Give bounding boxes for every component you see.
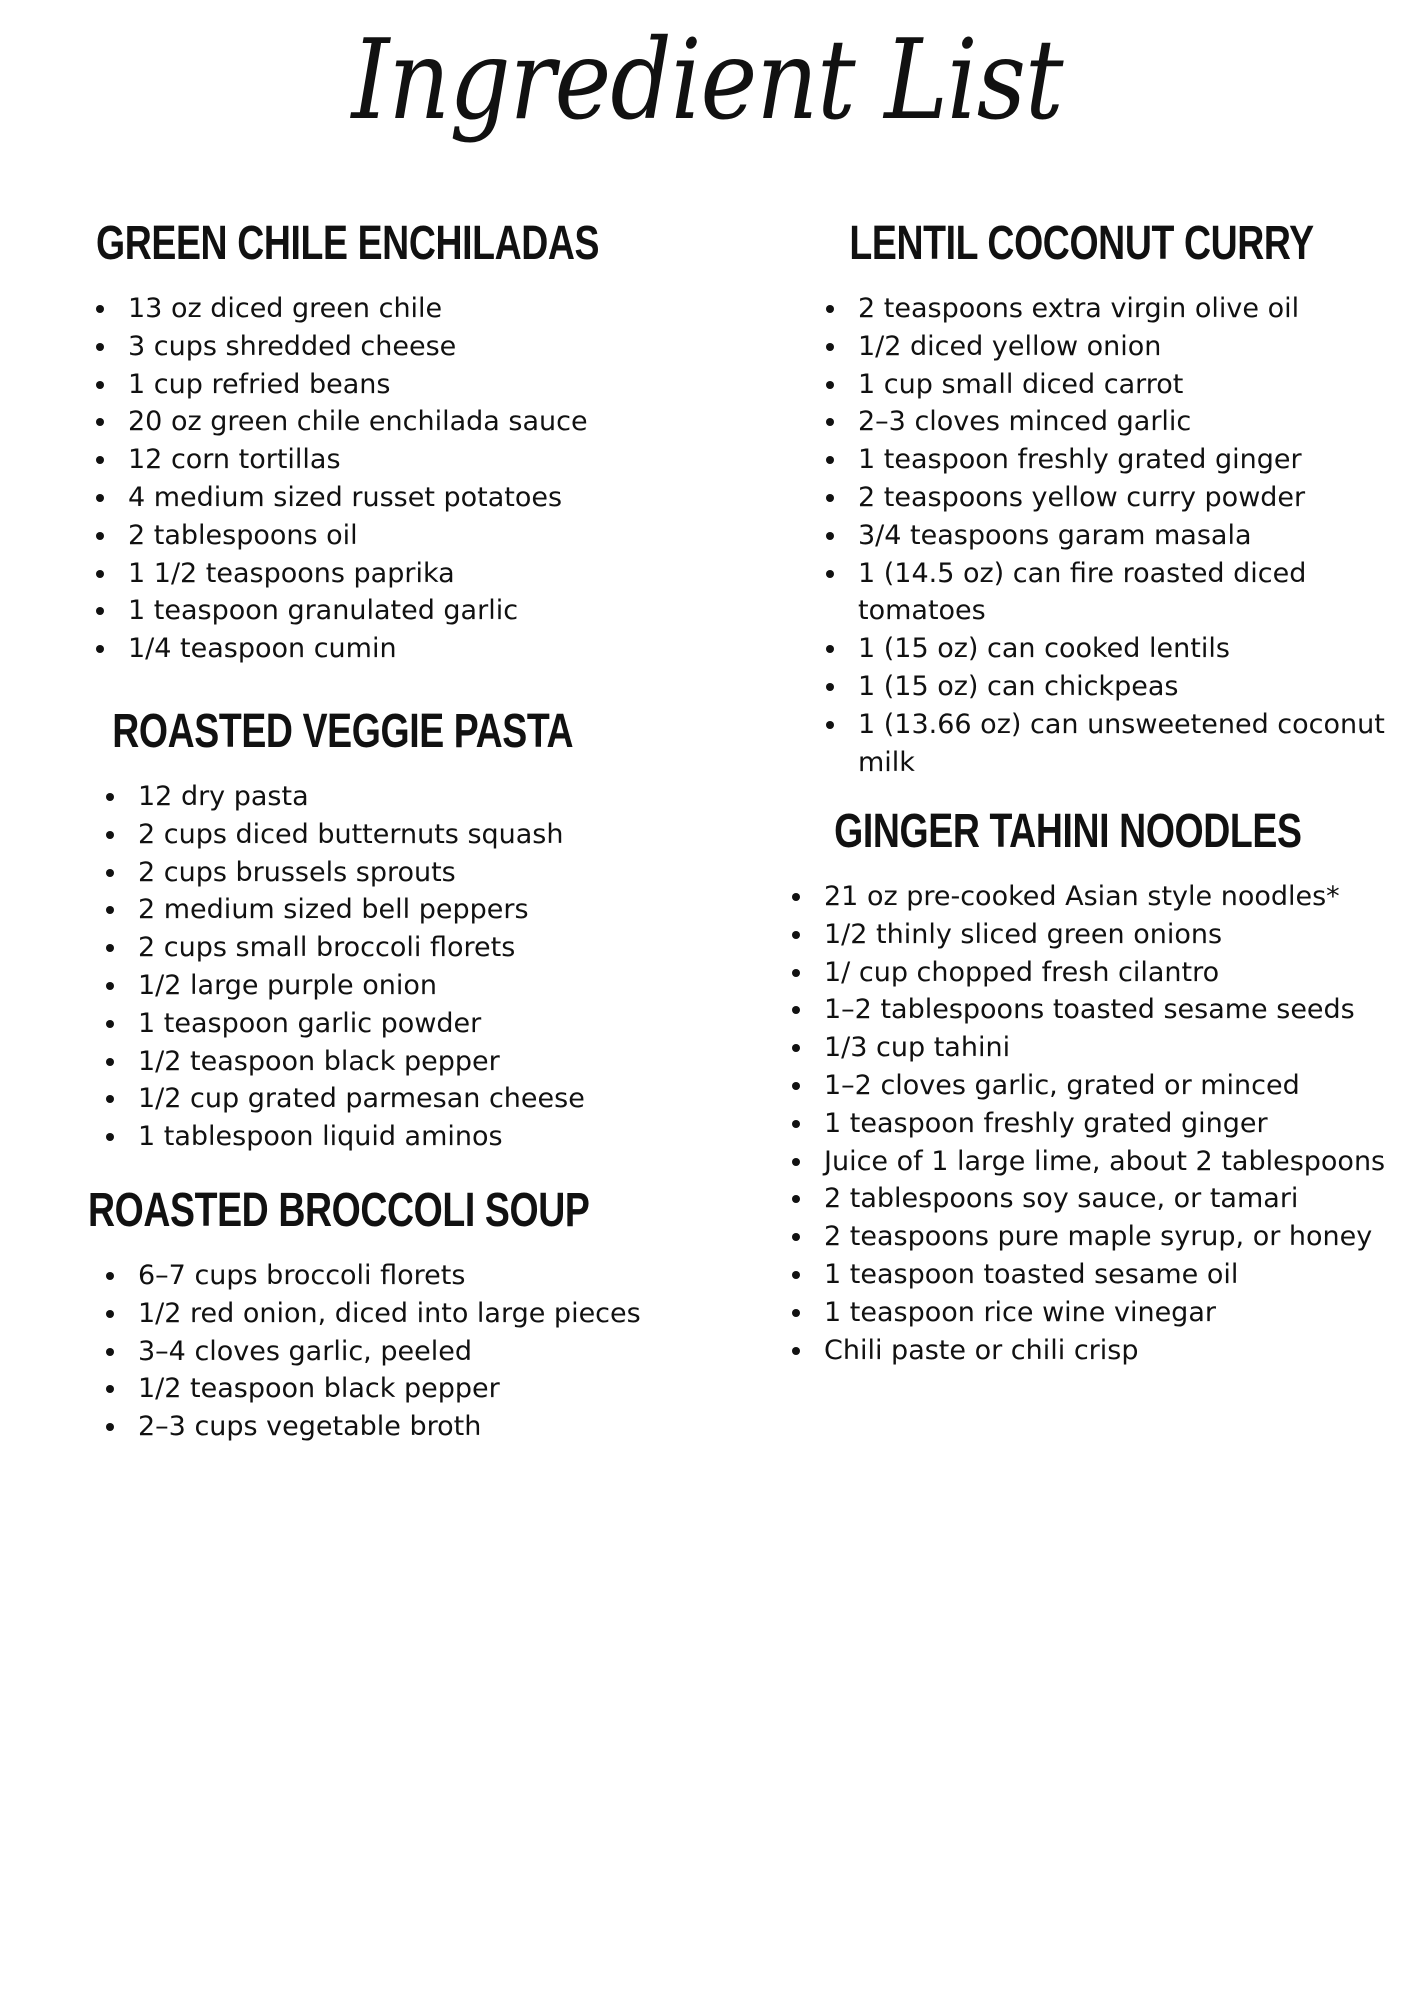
section-lentil-coconut-curry bbox=[826, 217, 1386, 781]
section-ginger-tahini-noodles bbox=[792, 805, 1392, 1369]
ingredient-list bbox=[792, 878, 1392, 1369]
list-item: Juice of 1 large lime, about 2 tablespoons bbox=[792, 1143, 1392, 1181]
list-item: 1 (14.5 oz) can fire roasted diced tomatoes bbox=[826, 555, 1386, 631]
list-item: 2 tablespoons oil bbox=[96, 517, 696, 555]
section-roasted-broccoli-soup bbox=[88, 1184, 708, 1446]
list-item: 1 teaspoon freshly grated ginger bbox=[826, 441, 1386, 479]
list-item: 1/ cup chopped fresh cilantro bbox=[792, 954, 1392, 992]
ingredient-list bbox=[106, 778, 706, 1156]
list-item: 1/3 cup tahini bbox=[792, 1029, 1392, 1067]
list-item: 6–7 cups broccoli florets bbox=[106, 1257, 708, 1295]
list-item: 1/2 red onion, diced into large pieces bbox=[106, 1295, 708, 1333]
list-item: 2 medium sized bell peppers bbox=[106, 891, 706, 929]
list-item: 1/2 cup grated parmesan cheese bbox=[106, 1080, 706, 1118]
list-item: 1 (13.66 oz) can unsweetened coconut milk bbox=[826, 706, 1386, 782]
list-item: Chili paste or chili crisp bbox=[792, 1332, 1392, 1370]
list-item: 13 oz diced green chile bbox=[96, 290, 696, 328]
section-heading: ROASTED BROCCOLI SOUP bbox=[88, 1184, 590, 1237]
list-item: 1/2 diced yellow onion bbox=[826, 328, 1386, 366]
list-item: 4 medium sized russet potatoes bbox=[96, 479, 696, 517]
list-item: 1 1/2 teaspoons paprika bbox=[96, 555, 696, 593]
list-item: 21 oz pre-cooked Asian style noodles* bbox=[792, 878, 1392, 916]
section-heading: LENTIL COCONUT CURRY bbox=[849, 217, 1314, 270]
list-item: 1–2 tablespoons toasted sesame seeds bbox=[792, 991, 1392, 1029]
list-item: 20 oz green chile enchilada sauce bbox=[96, 403, 696, 441]
list-item: 2 cups diced butternuts squash bbox=[106, 816, 706, 854]
list-item: 2 teaspoons yellow curry powder bbox=[826, 479, 1386, 517]
list-item: 1 teaspoon granulated garlic bbox=[96, 592, 696, 630]
ingredient-list bbox=[96, 290, 696, 668]
ingredient-list bbox=[826, 290, 1386, 781]
list-item: 2 cups small broccoli florets bbox=[106, 929, 706, 967]
list-item: 2 teaspoons pure maple syrup, or honey bbox=[792, 1218, 1392, 1256]
list-item: 1 teaspoon garlic powder bbox=[106, 1005, 706, 1043]
list-item: 12 corn tortillas bbox=[96, 441, 696, 479]
list-item: 12 dry pasta bbox=[106, 778, 706, 816]
list-item: 1/4 teaspoon cumin bbox=[96, 630, 696, 668]
list-item: 1 teaspoon toasted sesame oil bbox=[792, 1256, 1392, 1294]
section-heading: GINGER TAHINI NOODLES bbox=[834, 805, 1302, 858]
list-item: 2 teaspoons extra virgin olive oil bbox=[826, 290, 1386, 328]
list-item: 1 teaspoon freshly grated ginger bbox=[792, 1105, 1392, 1143]
list-item: 1 (15 oz) can chickpeas bbox=[826, 668, 1386, 706]
page-title: Ingredient List bbox=[351, 15, 1063, 145]
section-green-chile-enchiladas bbox=[96, 217, 696, 668]
list-item: 2–3 cloves minced garlic bbox=[826, 403, 1386, 441]
list-item: 1/2 teaspoon black pepper bbox=[106, 1043, 706, 1081]
list-item: 1 cup small diced carrot bbox=[826, 366, 1386, 404]
list-item: 1 cup refried beans bbox=[96, 366, 696, 404]
list-item: 1/2 large purple onion bbox=[106, 967, 706, 1005]
section-heading: GREEN CHILE ENCHILADAS bbox=[96, 217, 600, 270]
section-heading: ROASTED VEGGIE PASTA bbox=[112, 705, 574, 758]
list-item: 1–2 cloves garlic, grated or minced bbox=[792, 1067, 1392, 1105]
list-item: 1 teaspoon rice wine vinegar bbox=[792, 1294, 1392, 1332]
list-item: 2–3 cups vegetable broth bbox=[106, 1408, 708, 1446]
list-item: 3/4 teaspoons garam masala bbox=[826, 517, 1386, 555]
list-item: 1 (15 oz) can cooked lentils bbox=[826, 630, 1386, 668]
list-item: 3–4 cloves garlic, peeled bbox=[106, 1333, 708, 1371]
list-item: 2 tablespoons soy sauce, or tamari bbox=[792, 1180, 1392, 1218]
ingredient-list bbox=[88, 1257, 708, 1446]
list-item: 1/2 thinly sliced green onions bbox=[792, 916, 1392, 954]
list-item: 2 cups brussels sprouts bbox=[106, 854, 706, 892]
list-item: 1/2 teaspoon black pepper bbox=[106, 1370, 708, 1408]
list-item: 1 tablespoon liquid aminos bbox=[106, 1118, 706, 1156]
section-roasted-veggie-pasta bbox=[106, 705, 706, 1156]
list-item: 3 cups shredded cheese bbox=[96, 328, 696, 366]
